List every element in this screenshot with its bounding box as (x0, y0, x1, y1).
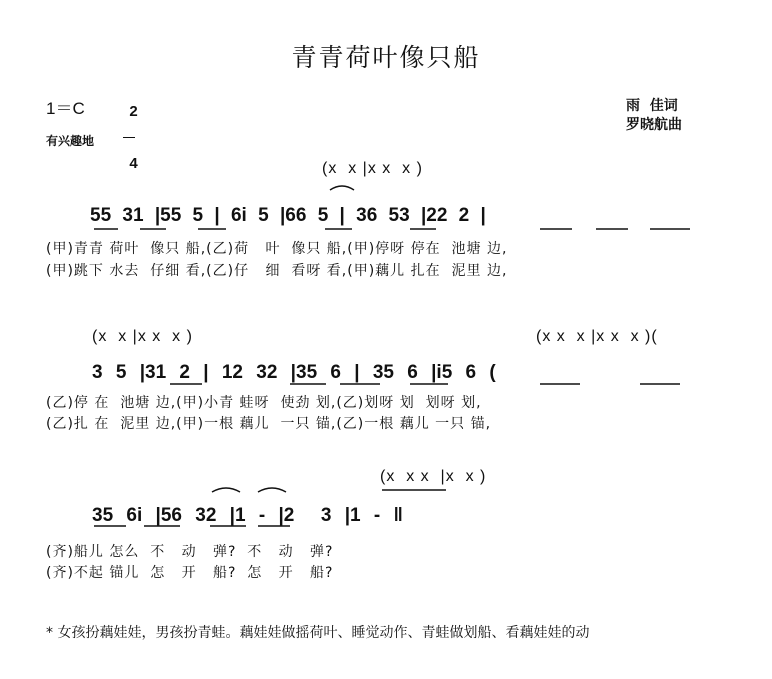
rhythm-line-2a: (x x |x x x ) (92, 328, 193, 345)
lyrics-2-verse-1: (乙)停 在 池塘 边,(甲)小青 蛙呀 使劲 划,(乙)划呀 划 划呀 划, (46, 395, 482, 411)
notation-line-2: 3 5 |31 2 | 12 32 |35 6 | 35 6 |i5 6 ( (92, 362, 496, 383)
rhythm-line-2b: (x x x |x x x )( (536, 328, 658, 345)
slur-mark (258, 488, 286, 492)
lyrics-3-verse-1: (齐)船儿 怎么 不 动 弹? 不 动 弹? (46, 544, 334, 560)
performance-note: * 女孩扮藕娃娃，男孩扮青蛙。藕娃娃做摇荷叶、睡觉动作、青蛙做划船、看藕娃娃的动 (46, 625, 590, 641)
time-signature-top: 2 (129, 103, 138, 120)
rhythm-line-3: (x x x |x x ) (380, 468, 487, 485)
lyrics-1-verse-2: (甲)跳下 水去 仔细 看,(乙)仔 细 看呀 看,(甲)藕儿 扎在 泥里 边, (46, 263, 508, 279)
slur-mark (330, 186, 354, 190)
tempo-marking: 有兴趣地 (46, 134, 95, 148)
time-signature-bottom: 4 (129, 155, 138, 172)
notation-line-1: 55 31 |55 5 | 6i 5 |66 5 | 36 53 |22 2 | (90, 205, 486, 226)
slur-mark (212, 488, 240, 492)
notation-line-3: 35 6i |56 32 |1 - |2 3 |1 - ‖ (92, 505, 403, 526)
lyrics-1-verse-1: (甲)青青 荷叶 像只 船,(乙)荷 叶 像只 船,(甲)停呀 停在 池塘 边, (46, 241, 508, 257)
rhythm-line-1: (x x |x x x ) (322, 160, 423, 177)
lyrics-2-verse-2: (乙)扎 在 泥里 边,(甲)一根 藕儿 一只 锚,(乙)一根 藕儿 一只 锚, (46, 416, 492, 432)
lyricist-credit: 雨 佳词 (626, 98, 678, 114)
song-title: 青青荷叶像只船 (291, 43, 481, 72)
lyrics-3-verse-2: (齐)不起 锚儿 怎 开 船? 怎 开 船? (46, 565, 334, 581)
key-signature: 1＝C (46, 99, 85, 118)
composer-credit: 罗晓航曲 (626, 117, 682, 133)
